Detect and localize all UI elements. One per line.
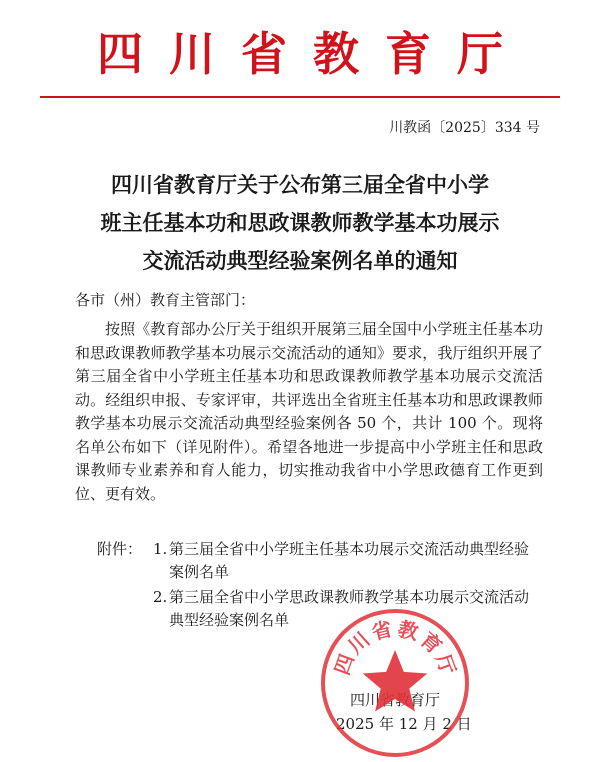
seal-star-icon xyxy=(363,650,428,712)
attachment-indent xyxy=(97,586,153,632)
title-line-1: 四川省教育厅关于公布第三届全省中小学 xyxy=(111,173,489,197)
seal-char: 川 xyxy=(343,627,375,659)
seal-char: 四 xyxy=(329,650,359,679)
issuing-org-header: 四川省教育厅 xyxy=(97,27,529,81)
attachments-label: 附件： xyxy=(97,540,143,558)
signature-org: 四川省教育厅 xyxy=(350,691,441,709)
header-red-rule xyxy=(40,96,560,98)
signature-date: 2025 年 12 月 2 日 xyxy=(336,715,472,733)
document-title xyxy=(30,166,570,280)
attachment-number: 1. xyxy=(153,540,168,558)
title-line-3: 交流活动典型经验案例名单的通知 xyxy=(142,249,458,273)
attachment-number: 2. xyxy=(153,588,168,606)
title-line-2: 班主任基本功和思政课教师教学基本功展示 xyxy=(100,211,500,235)
body-paragraph: 按照《教育部办公厅关于组织开展第三届全国中小学班主任基本功和思政课教师教学基本功展示交流活动的通知》要求，我厅组织开展了第三届全省中小学班主任基本功和思政课教师教学基本功展示交流活动。经组织申报、专家评审，共评选出全省班主任基本功和思政课教师教学基本功展示交流活动典型经验案例各 50 个，共计 100 个。现将名单公布如下（详见附件）。希望各地进一步提高中小学班主任和思政课教师专业素养和育人能力，切实推动我省中小学思政德育工作更到位、更有效。 xyxy=(75,320,543,503)
attachment-item-1 xyxy=(97,538,557,584)
signature-block xyxy=(0,690,600,750)
seal-char: 厅 xyxy=(431,650,461,679)
seal-char: 育 xyxy=(415,627,447,659)
document-number: 川教函〔2025〕334 号 xyxy=(389,120,540,136)
attachment-title: 第三届全省中小学思政课教师教学基本功展示交流活动典型经验案例名单 xyxy=(169,588,530,629)
addressee: 各市（州）教育主管部门： xyxy=(75,291,256,309)
official-seal-icon xyxy=(318,606,472,760)
seal-char: 省 xyxy=(369,616,395,645)
attachment-title: 第三届全省中小学班主任基本功展示交流活动典型经验案例名单 xyxy=(169,540,530,581)
seal-char: 教 xyxy=(395,616,421,645)
